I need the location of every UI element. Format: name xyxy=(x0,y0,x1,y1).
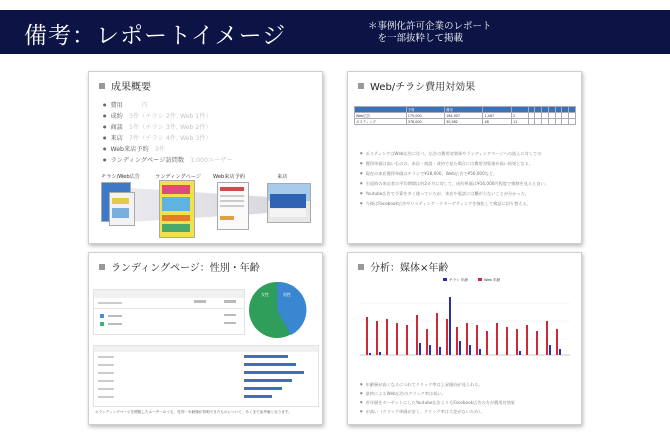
pie-label-female: 女性 xyxy=(261,292,269,297)
flow-label: ランディングページ xyxy=(155,174,202,180)
table-row: Web広告 175,000 164,907 1,487 2 xyxy=(355,113,576,119)
footnote: ＊ランディングページを閲覧したユーザーのうち、性別・年齢層が判明できたものについて、あくまで参考値となります。 xyxy=(95,410,292,414)
analysis-paragraph: ● が高い（クリック単価が安く、クリック率は大差がないため）。 xyxy=(360,408,485,416)
table-row: ポスティング 378,000 30,582 48 11 xyxy=(355,119,576,125)
flow-label: Web来店予約 xyxy=(213,174,246,180)
pie-label-male: 男性 xyxy=(283,292,291,297)
analysis-paragraph: ● 引退時の来店者の平均期間は約2カ月に対して、成約単価は¥16,000円程度で推移を見ると良い。 xyxy=(360,180,549,188)
card-cost-effectiveness xyxy=(347,71,582,244)
result-bullet: ● ランディングページ訪問数 1,000ユーザー xyxy=(103,155,233,164)
card-media-age-analysis xyxy=(347,252,582,425)
age-table xyxy=(93,345,319,407)
analysis-paragraph: ● 若年層をターゲットにしたYoutube広告よりもFacebook広告の方が費用対効果 xyxy=(360,399,515,407)
card-results-overview xyxy=(88,71,323,244)
analysis-paragraph: ● ポスティングはWeb広告に比べ、広告の費用対効果やランディングページへの流入に対しての xyxy=(360,150,541,158)
header-banner xyxy=(0,10,670,54)
analysis-paragraph: ● 獲得単価は高いものの、来店・商談・成約で見た場合には費用対効果が高い結果となる。 xyxy=(360,160,533,168)
result-bullet: ● 来店 7件（チラシ 4件, Web 3件） xyxy=(103,133,212,142)
result-bullet: ● Web来店予約 3件 xyxy=(103,144,165,153)
analysis-paragraph: ● Youtube広告で予算を多く使っていたが、来店や電話には繋がらないことが分かった。 xyxy=(360,190,529,198)
result-bullet: ● 費用 円 xyxy=(103,100,148,109)
header-note: ＊事例化許可企業のレポート を一部抜粋して掲載 xyxy=(368,21,492,44)
page-title: 備考：レポートイメージ xyxy=(24,23,287,49)
result-bullet: ● 成約 3件（チラシ 2件, Web 1件） xyxy=(103,111,212,120)
media-age-bar-chart xyxy=(356,285,574,363)
flow-label: チラシ/Web広告 xyxy=(101,174,140,180)
table-header-row: 予算 費用 xyxy=(355,107,576,113)
result-bullet: ● 商談 5件（チラシ 3件, Web 2件） xyxy=(103,122,212,131)
card-title: 分析：媒体×年齢 xyxy=(358,259,448,274)
cost-table xyxy=(354,106,576,125)
card-title: 成果概要 xyxy=(99,78,151,93)
card-title: ランディングページ：性別・年齢 xyxy=(99,259,260,274)
card-title: Web/チラシ費用対効果 xyxy=(358,78,475,93)
analysis-paragraph: ● 最終によるWeb広告のクリック率は低い。 xyxy=(360,390,446,398)
funnel-band xyxy=(129,188,289,222)
flow-label: 来店 xyxy=(277,174,288,180)
legend-web: Web 年齢 xyxy=(478,278,500,283)
gender-pie-chart xyxy=(247,280,307,340)
legend-flyer: チラシ 年齢 xyxy=(443,278,468,283)
card-landing-demographics xyxy=(88,252,323,425)
analysis-paragraph: ● 今後はFacebook広告やリスティング・リターゲティングを強化して検証に切り替える。 xyxy=(360,200,531,208)
analysis-paragraph: ● 現在の来店獲得単価はチラシで¥38,000、Web広告で¥56,000など。 xyxy=(360,170,497,178)
analysis-paragraph: ● 年齢層が高くなるにつれてクリック率は上昇傾向が見られる。 xyxy=(360,381,483,389)
analytics-table xyxy=(93,289,245,335)
